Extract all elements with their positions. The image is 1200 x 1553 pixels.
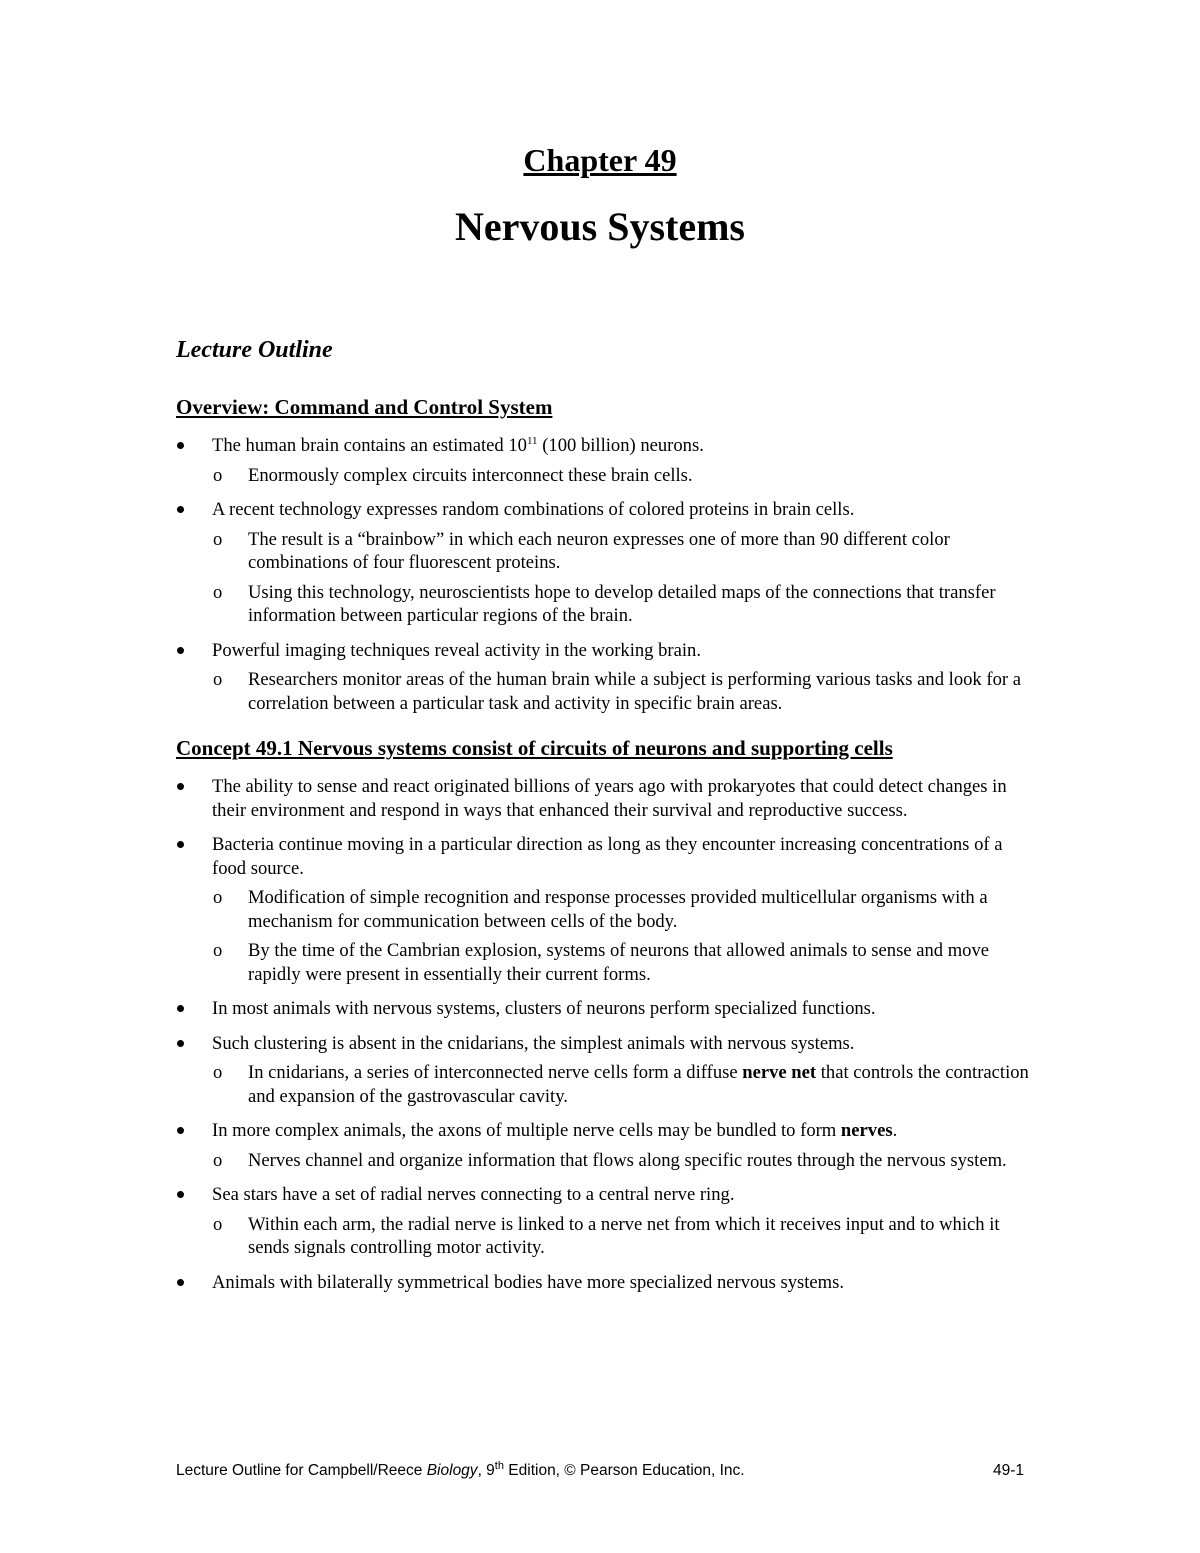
page-footer: Lecture Outline for Campbell/Reece Biology, 9th Edition, © Pearson Education, Inc. 49-1 [176, 1459, 1024, 1479]
sub-list-item: o In cnidarians, a series of interconnected nerve cells form a diffuse nerve net that controls the contraction and expansion of the gastrovascular cavity. [213, 1062, 1029, 1107]
sub-list-item: o The result is a “brainbow” in which each neuron expresses one of more than 90 different color combinations of four fluorescent proteins. [213, 528, 950, 573]
list-item: In more complex animals, the axons of multiple nerve cells may be bundled to form nerves. o Nerves channel and organize information that flows along specific routes through the nervous system. [176, 1119, 1036, 1172]
bullet-icon [177, 647, 184, 654]
sub-list-item: o By the time of the Cambrian explosion, systems of neurons that allowed animals to sense and move rapidly were present in essentially their current forms. [213, 940, 990, 985]
bullet-icon [177, 1279, 184, 1286]
sub-list-item: o Enormously complex circuits interconnect these brain cells. [213, 464, 693, 486]
chapter-number: Chapter 49 [523, 142, 677, 178]
bullet-icon [177, 442, 184, 449]
footer-book-title: Biology [426, 1462, 478, 1479]
bullet-icon [177, 783, 184, 790]
lecture-content [176, 337, 1036, 1305]
sub-list-item: o Nerves channel and organize information that flows along specific routes through the nervous system. [213, 1149, 1007, 1171]
sub-list-item: o Researchers monitor areas of the human brain while a subject is performing various tasks and look for a correlation between a particular task and activity in specific brain areas. [213, 669, 1021, 714]
bullet-icon [177, 1040, 184, 1047]
section-heading-overview: Overview: Command and Control System [176, 395, 553, 419]
list-item: The ability to sense and react originated billions of years ago with prokaryotes that could detect changes in their environment and respond in ways that enhanced their survival and reproductive success. [176, 775, 1036, 822]
bullet-icon [177, 1127, 184, 1134]
list-item: The human brain contains an estimated $10^{11}$ (100 billion) neurons. o Enormously complex circuits interconnect these brain cells. [176, 434, 1036, 487]
bullet-icon [177, 1191, 184, 1198]
list-item: Animals with bilaterally symmetrical bodies have more specialized nervous systems. [176, 1271, 1036, 1295]
list-item: Bacteria continue moving in a particular direction as long as they encounter increasing concentrations of a food source. o Modification of simple recognition and response processes provided multicellular organisms with a mechanism for communication between cells of the body. o By the time of the Cambrian explosion, systems of neurons that allowed animals to sense and move rapidly were present in essentially their current forms. [176, 833, 1036, 986]
list-item: Powerful imaging techniques reveal activity in the working brain. o Researchers monitor areas of the human brain while a subject is performing various tasks and look for a correlation between a particular task and activity in specific brain areas. [176, 639, 1036, 716]
list-item: Sea stars have a set of radial nerves connecting to a central nerve ring. o Within each arm, the radial nerve is linked to a nerve net from which it receives input and to which it sends signals controlling motor activity. [176, 1183, 1036, 1260]
bullet-list [176, 434, 1036, 715]
section-heading-concept-49-1: Concept 49.1 Nervous systems consist of circuits of neurons and supporting cells [176, 736, 893, 760]
outline-label: Lecture Outline [176, 337, 333, 363]
sub-list-item: o Using this technology, neuroscientists hope to develop detailed maps of the connections that transfer information between particular regions of the brain. [213, 581, 996, 626]
list-item: In most animals with nervous systems, clusters of neurons perform specialized functions. [176, 997, 1036, 1021]
bullet-list [176, 775, 1036, 1294]
chapter-title: Nervous Systems [455, 204, 745, 249]
term-nerve-net: nerve net [742, 1062, 817, 1083]
sub-list-item: o Within each arm, the radial nerve is linked to a nerve net from which it receives input and to which it sends signals controlling motor activity. [213, 1213, 1000, 1258]
bullet-icon [177, 841, 184, 848]
list-item: Such clustering is absent in the cnidarians, the simplest animals with nervous systems. o In cnidarians, a series of interconnected nerve cells form a diffuse nerve net that controls the contraction and expansion of the gastrovascular cavity. [176, 1032, 1036, 1109]
sub-list-item: o Modification of simple recognition and response processes provided multicellular organisms with a mechanism for communication between cells of the body. [213, 887, 988, 932]
page-number: 49-1 [992, 1462, 1024, 1479]
bullet-icon [177, 506, 184, 513]
bullet-icon [177, 1005, 184, 1012]
list-item: A recent technology expresses random combinations of colored proteins in brain cells. o The result is a “brainbow” in which each neuron expresses one of more than 90 different color combinations of four fluorescent proteins. o Using this technology, neuroscientists hope to develop detailed maps of the connections that transfer information between particular regions of the brain. [176, 498, 1036, 628]
term-nerves: nerves [840, 1120, 893, 1141]
